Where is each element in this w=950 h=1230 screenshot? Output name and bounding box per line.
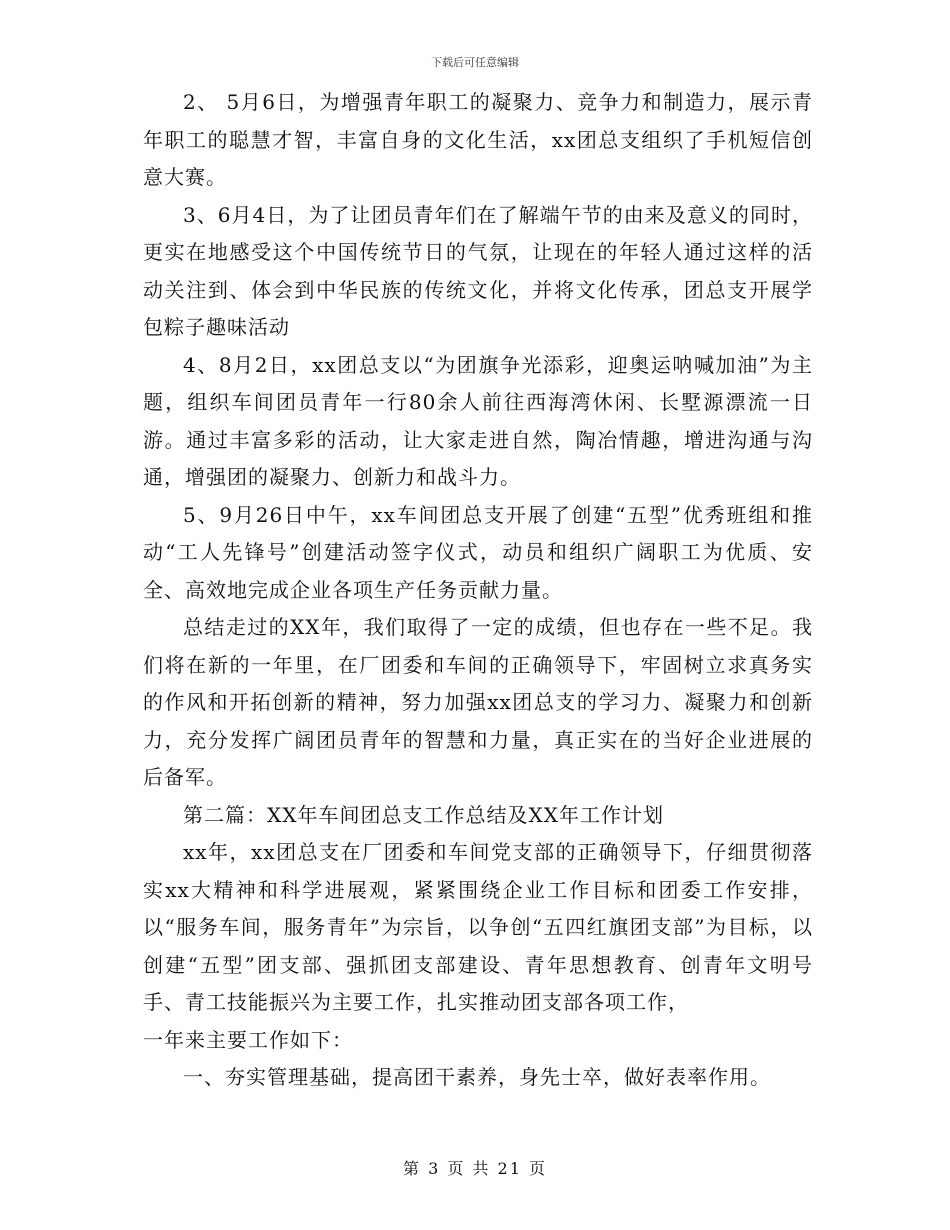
page-number: 第 3 页 共 21 页 [403,1159,547,1178]
intro-paragraph: xx年，xx团总支在厂团委和车间党支部的正确领导下，仔细贯彻落实xx大精神和科学进展观，紧紧围绕企业工作目标和团委工作安排，以“服务车间，服务青年”为宗旨，以争创“五四红旗团支部”为目标，以创建“五型”团支部、强抓团支部建设、青年思想教育、创青年文明号手、青工技能振兴为主要工作，扎实推动团支部各项工作， [143,840,813,1014]
paragraph-item-2: 2、 5月6日，为增强青年职工的凝聚力、竞争力和制造力，展示青年职工的聪慧才智，丰富自身的文化生活，xx团总支组织了手机短信创意大赛。 [143,90,813,189]
page-header: 下载后可任意编辑 [431,56,519,69]
paragraph-item-5: 5、9月26日中午，xx车间团总支开展了创建“五型”优秀班组和推动“工人先锋号”创建活动签字仪式，动员和组织广阔职工为优质、安全、高效地完成企业各项生产任务贡献力量。 [143,502,813,602]
subsection-heading: 一、夯实管理基础，提高团干素养，身先士卒，做好表率作用。 [183,1065,771,1089]
intro-continuation: 一年来主要工作如下： [143,1027,353,1052]
summary-paragraph: 总结走过的XX年，我们取得了一定的成绩，但也存在一些不足。我们将在新的一年里，在厂团委和车间的正确领导下，牢固树立求真务实的作风和开拓创新的精神，努力加强xx团总支的学习力、凝聚力和创新力，充分发挥广阔团员青年的智慧和力量，真正实在的当好企业进展的后备军。 [143,615,813,789]
paragraph-item-4: 4、8月2日，xx团总支以“为团旗争光添彩，迎奥运呐喊加油”为主题，组织车间团员青年一行80余人前往西海湾休闲、长墅源漂流一日游。通过丰富多彩的活动，让大家走进自然，陶冶情趣，增进沟通与沟通，增强团的凝聚力、创新力和战斗力。 [143,352,813,489]
section-heading: 第二篇：XX年车间团总支工作总结及XX年工作计划 [183,802,664,827]
document-body [143,84,813,1097]
paragraph-item-3: 3、6月4日，为了让团员青年们在了解端午节的由来及意义的同时，更实在地感受这个中国传统节日的气氛，让现在的年轻人通过这样的活动关注到、体会到中华民族的传统文化，并将文化传承，团总支开展学包粽子趣味活动 [143,202,813,339]
